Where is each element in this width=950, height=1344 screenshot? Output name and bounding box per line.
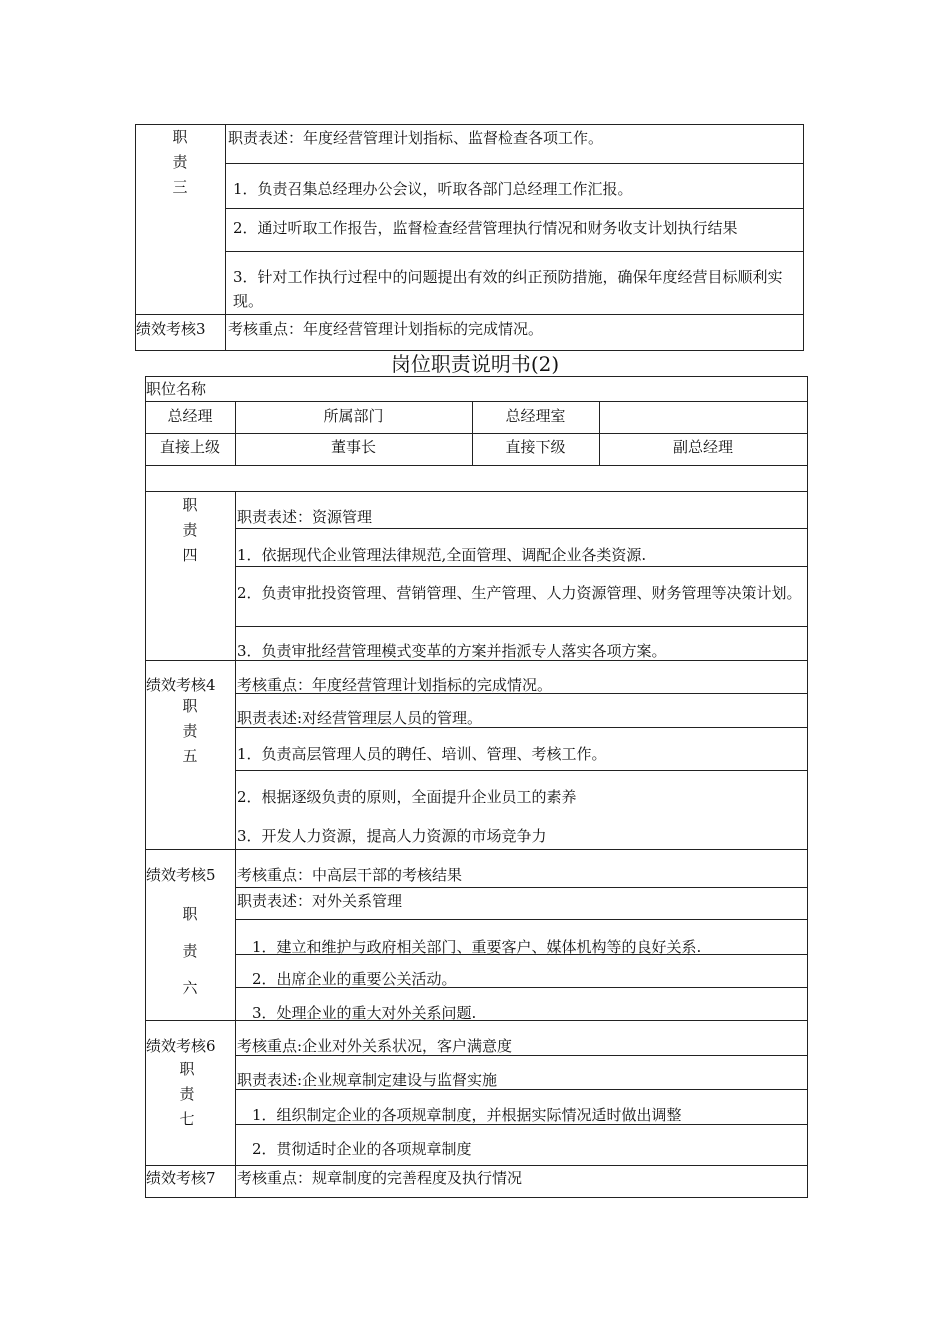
- section-6-description: 职责表述：对外关系管理: [237, 892, 403, 910]
- section-3-kpi-text: 考核重点：年度经营管理计划指标的完成情况。: [228, 320, 544, 338]
- subordinate-label: 直接下级: [505, 438, 566, 456]
- section-4-kpi-label: 绩效考核4: [146, 676, 216, 694]
- section-6-kpi-label: 绩效考核6: [146, 1037, 216, 1055]
- section-3-item-3: 3．针对工作执行过程中的问题提出有效的纠正预防措施，确保年度经营目标顺利实现。: [233, 268, 783, 310]
- section-5-item-2: 2．根据逐级负责的原则，全面提升企业员工的素养: [237, 788, 577, 806]
- section-4-label-char: 四: [182, 546, 198, 564]
- section-3-label: [135, 125, 225, 200]
- section-7-item-1: 1．组织制定企业的各项规章制度，并根据实际情况适时做出调整: [252, 1106, 682, 1124]
- section-7-kpi-text: 考核重点：规章制度的完善程度及执行情况: [237, 1169, 523, 1187]
- document-title: 岗位职责说明书(2): [390, 352, 560, 376]
- department-label: 所属部门: [323, 407, 384, 425]
- section-6-label-char: 责: [182, 942, 198, 960]
- section-3-label-char: 职: [172, 128, 188, 146]
- section-5-label-char: 职: [182, 697, 198, 715]
- section-7-description: 职责表述:企业规章制定建设与监督实施: [237, 1071, 498, 1089]
- section-3-item-1: 1．负责召集总经理办公会议，听取各部门总经理工作汇报。: [233, 180, 633, 198]
- section-5-item-1: 1．负责高层管理人员的聘任、培训、管理、考核工作。: [237, 745, 607, 763]
- section-3-label-char: 三: [172, 178, 188, 196]
- position-name-value: 总经理: [167, 407, 213, 425]
- section-5-item-3: 3．开发人力资源，提高人力资源的市场竞争力: [237, 827, 547, 845]
- section-7-label-char: 职: [179, 1060, 195, 1078]
- section-4-label-char: 职: [182, 496, 198, 514]
- section-3-description: 职责表述：年度经营管理计划指标、监督检查各项工作。: [228, 129, 604, 147]
- section-4-item-3: 3．负责审批经营管理模式变革的方案并指派专人落实各项方案。: [237, 642, 667, 660]
- section-4-description: 职责表述：资源管理: [237, 508, 373, 526]
- section-7-label: [145, 1057, 229, 1132]
- section-5-kpi-text: 考核重点：中高层干部的考核结果: [237, 866, 463, 884]
- section-5-label-char: 责: [182, 722, 198, 740]
- superior-label: 直接上级: [159, 438, 220, 456]
- section-4-item-2: 2．负责审批投资管理、营销管理、生产管理、人力资源管理、财务管理等决策计划。: [237, 584, 802, 602]
- section-4-label-char: 责: [182, 521, 198, 539]
- section-7-item-2: 2．贯彻适时企业的各项规章制度: [252, 1140, 472, 1158]
- section-7-label-char: 责: [179, 1085, 195, 1103]
- section-5-label-char: 五: [182, 747, 198, 765]
- section-5-kpi-label: 绩效考核5: [146, 866, 216, 884]
- section-6-item-2: 2．出席企业的重要公关活动。: [252, 970, 457, 988]
- section-5-label: [145, 694, 235, 769]
- section-7-label-char: 七: [179, 1110, 195, 1128]
- section-3-kpi-label: 绩效考核3: [136, 320, 206, 338]
- section-4-item-1: 1．依据现代企业管理法律规范,全面管理、调配企业各类资源.: [237, 546, 647, 564]
- section-3-item-2: 2．通过听取工作报告，监督检查经营管理执行情况和财务收支计划执行结果: [233, 219, 738, 237]
- section-6-item-3: 3．处理企业的重大对外关系问题.: [252, 1004, 477, 1022]
- superior-value: 董事长: [330, 438, 376, 456]
- section-7-kpi-label: 绩效考核7: [146, 1169, 216, 1187]
- section-5-description: 职责表述:对经营管理层人员的管理。: [237, 709, 483, 727]
- section-6-kpi-text: 考核重点:企业对外关系状况，客户满意度: [237, 1037, 513, 1055]
- department-value: 总经理室: [505, 407, 566, 425]
- section-6-item-1: 1．建立和维护与政府相关部门、重要客户、媒体机构等的良好关系.: [252, 938, 702, 956]
- position-name-label: 职位名称: [146, 380, 207, 398]
- section-4-kpi-text: 考核重点：年度经营管理计划指标的完成情况。: [237, 676, 553, 694]
- section-4-label: [145, 493, 235, 568]
- section-3-label-char: 责: [172, 153, 188, 171]
- subordinate-value: 副总经理: [672, 438, 733, 456]
- section-6-label-char: 职: [182, 905, 198, 923]
- section-6-label-char: 六: [182, 979, 198, 997]
